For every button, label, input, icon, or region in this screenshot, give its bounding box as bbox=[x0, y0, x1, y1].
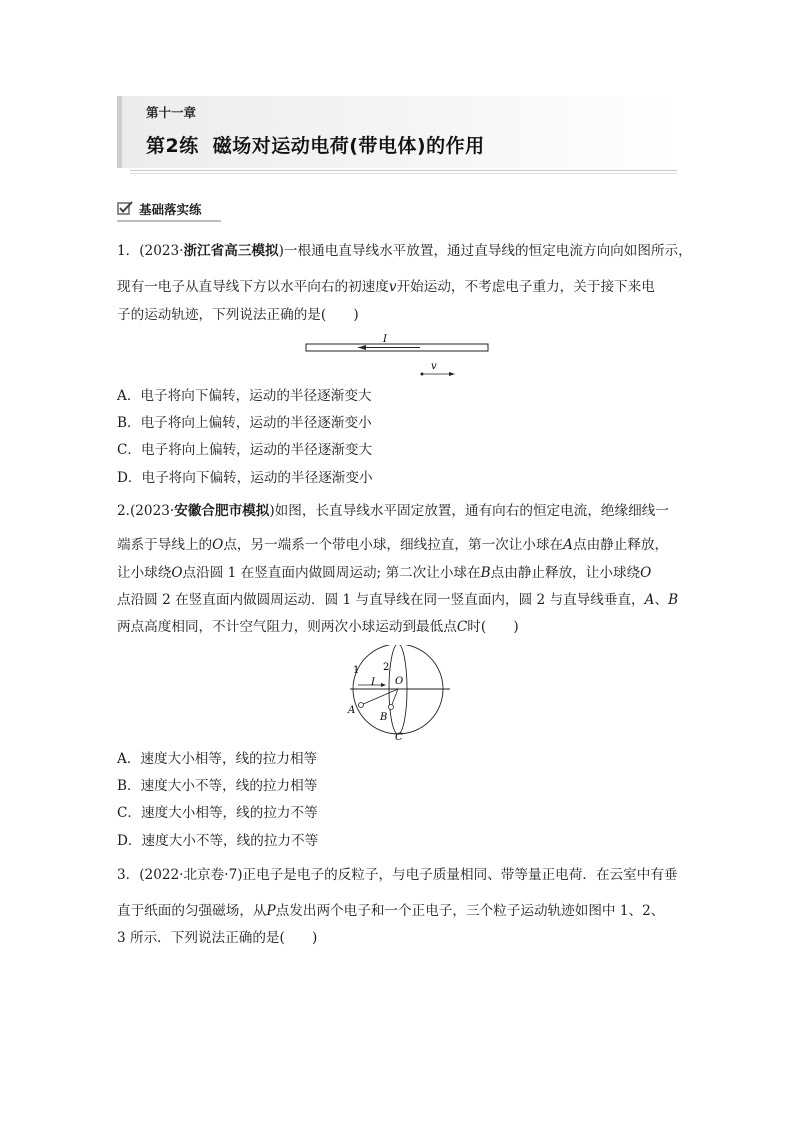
label-c: C bbox=[395, 732, 403, 742]
q1-line-1: 1．(2023·浙江省高三模拟)一根通电直导线水平放置，通过直导线的恒定电流方向向如图所示， bbox=[117, 243, 692, 259]
q3-line-3: 3 所示．下列说法正确的是( ) bbox=[117, 930, 318, 946]
section-tag bbox=[117, 199, 202, 219]
q2-option-a[interactable]: A．速度大小相等，线的拉力相等 bbox=[117, 751, 318, 767]
label-current: I bbox=[371, 677, 375, 688]
q2-line-3: 让小球绕O点沿圆 1 在竖直面内做圆周运动; 第二次让小球在B点由静止释放，让小球绕O bbox=[117, 565, 652, 581]
header-divider bbox=[130, 170, 677, 171]
q2-option-c[interactable]: C．速度大小相等，线的拉力不等 bbox=[117, 805, 318, 821]
wire-current-arrowhead bbox=[381, 683, 386, 687]
q2-line-1: 2.(2023·安徽合肥市模拟)如图，长直导线水平固定放置，通有向右的恒定电流，绝缘细线一 bbox=[117, 503, 669, 519]
title-number: 第2练 bbox=[146, 135, 199, 157]
q2-option-d[interactable]: D．速度大小不等，线的拉力不等 bbox=[117, 833, 319, 849]
velocity-arrowhead bbox=[449, 372, 455, 376]
velocity-label: v bbox=[431, 361, 437, 372]
q1-line-2: 现有一电子从直导线下方以水平向右的初速度v开始运动，不考虑电子重力，关于接下来电 bbox=[117, 279, 655, 295]
q2-line-2: 端系于导线上的O点，另一端系一个带电小球，细线拉直，第一次让小球在A点由静止释放， bbox=[117, 537, 669, 553]
section-tag-underline bbox=[117, 220, 221, 222]
chapter-label: 第十一章 bbox=[146, 105, 197, 120]
q1-option-d[interactable]: D．电子将向下偏转，运动的半径逐渐变小 bbox=[117, 470, 373, 486]
q2-line-4: 点沿圆 2 在竖直面内做圆周运动．圆 1 与直导线在同一竖直面内，圆 2 与直导线垂直，A、B bbox=[117, 592, 679, 608]
header-divider-secondary bbox=[130, 173, 677, 174]
q2-option-b[interactable]: B．速度大小不等，线的拉力相等 bbox=[117, 778, 318, 794]
ball-a bbox=[359, 703, 364, 708]
q3-line-2: 直于纸面的匀强磁场，从P点发出两个电子和一个正电子，三个粒子运动轨迹如图中 1、2、 bbox=[117, 903, 665, 919]
checkbox-icon bbox=[117, 200, 133, 219]
current-label: I bbox=[383, 334, 387, 345]
label-circle-2: 2 bbox=[383, 662, 390, 673]
q2-line-5: 两点高度相同，不计空气阻力，则两次小球运动到最低点C时( ) bbox=[117, 619, 519, 635]
q1-option-a[interactable]: A．电子将向下偏转，运动的半径逐渐变大 bbox=[117, 388, 372, 404]
q1-line-3: 子的运动轨迹，下列说法正确的是( ) bbox=[117, 307, 359, 323]
q1-wire-figure bbox=[300, 332, 495, 380]
section-tag-label: 基础落实练 bbox=[139, 202, 202, 217]
label-a: A bbox=[348, 705, 356, 716]
q2-circle-figure bbox=[340, 645, 455, 742]
header-accent-bar bbox=[117, 96, 122, 168]
q3-line-1: 3．(2022·北京卷·7)正电子是电子的反粒子，与电子质量相同、带等量正电荷．在云室中有垂 bbox=[117, 867, 678, 883]
page-title bbox=[146, 131, 485, 158]
label-b: B bbox=[380, 712, 388, 723]
q1-option-c[interactable]: C．电子将向上偏转，运动的半径逐渐变大 bbox=[117, 442, 373, 458]
q1-option-b[interactable]: B．电子将向上偏转，运动的半径逐渐变小 bbox=[117, 415, 372, 431]
label-circle-1: 1 bbox=[353, 665, 360, 676]
ball-b bbox=[389, 705, 394, 710]
title-text: 磁场对运动电荷(带电体)的作用 bbox=[212, 135, 485, 157]
label-o: O bbox=[395, 676, 404, 687]
